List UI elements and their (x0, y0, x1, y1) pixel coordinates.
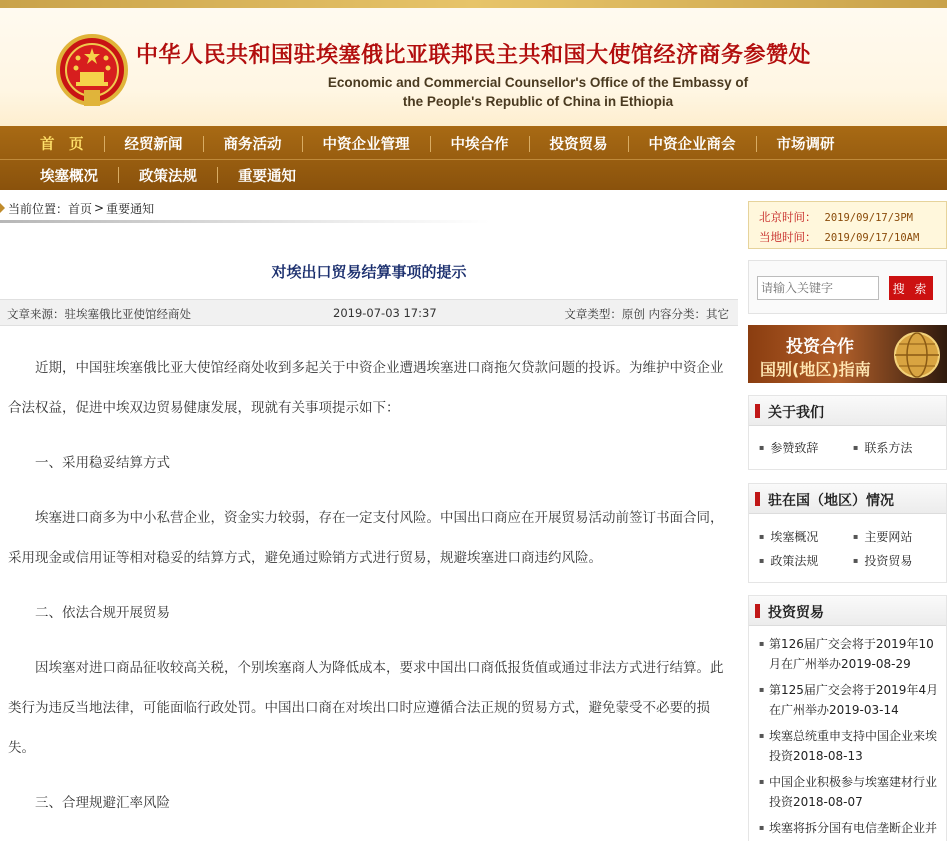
article-title: 对埃出口贸易结算事项的提示 (271, 263, 467, 281)
article-heading: 一、采用稳妥结算方式 (35, 455, 170, 471)
invest-panel (748, 595, 947, 841)
globe-icon (891, 329, 943, 381)
nav-item-investment-trade[interactable]: 投资贸易 (549, 137, 608, 153)
beijing-time-value: 2019/09/17/3PM (824, 212, 914, 224)
link-policy[interactable]: ▪ 政策法规 (759, 552, 818, 569)
country-panel-title: 驻在国（地区）情况 (768, 493, 894, 509)
breadcrumb-arrow-icon (0, 203, 5, 213)
site-title-cn: 中华人民共和国驻埃塞俄比亚联邦民主共和国大使馆经济商务参赞处 (136, 43, 812, 68)
site-title-en-line2: the People's Republic of China in Ethiopia (402, 94, 674, 109)
country-panel-header (749, 484, 946, 514)
panel-marker (755, 604, 760, 618)
list-item[interactable]: ▪ 第126届广交会将于2019年10月在广州举办2019-08-29 (759, 634, 940, 674)
search-box (748, 260, 947, 314)
panel-marker (755, 404, 760, 418)
link-counsellor-message[interactable]: ▪ 参赞致辞 (759, 439, 818, 456)
breadcrumb-current[interactable]: 重要通知 (106, 201, 155, 216)
invest-panel-header (749, 596, 946, 626)
beijing-time-row (759, 209, 913, 225)
article-source: 文章来源：驻埃塞俄比亚使馆经商处 (7, 307, 191, 321)
article-date: 2019-07-03 17:37 (333, 306, 437, 320)
beijing-time-label: 北京时间： (759, 210, 817, 224)
nav-item-notices[interactable]: 重要通知 (238, 168, 296, 185)
link-contact[interactable]: ▪ 联系方法 (853, 439, 912, 456)
site-title-en (298, 73, 778, 111)
list-item[interactable]: ▪ 埃塞总统重申支持中国企业来埃投资2018-08-13 (759, 726, 940, 766)
time-box (748, 201, 947, 249)
main-nav (0, 126, 947, 190)
link-ethiopia-overview[interactable]: ▪ 埃塞概况 (759, 528, 818, 545)
banner-line2: 国别(地区)指南 (760, 360, 871, 379)
local-time-row (759, 229, 919, 245)
nav-row-2 (0, 159, 947, 190)
article-body (8, 348, 730, 838)
country-panel (748, 483, 947, 583)
nav-item-cooperation[interactable]: 中埃合作 (450, 137, 509, 153)
article-meta-bar (0, 299, 738, 326)
article-type: 文章类型：原创 内容分类：其它 (564, 307, 729, 321)
panel-marker (755, 492, 760, 506)
nav-item-market-research[interactable]: 市场调研 (776, 137, 835, 153)
list-item[interactable]: ▪ 埃塞将拆分国有电信垄断企业并 (759, 818, 940, 838)
breadcrumb-underline (0, 220, 490, 223)
nav-item-policy[interactable]: 政策法规 (139, 168, 197, 185)
search-button[interactable]: 搜 索 (889, 276, 933, 300)
nav-item-enterprise-management[interactable]: 中资企业管理 (322, 137, 410, 153)
site-header (0, 8, 947, 126)
search-input[interactable] (757, 276, 879, 300)
link-main-websites[interactable]: ▪ 主要网站 (853, 528, 912, 545)
invest-news-list (749, 626, 946, 838)
list-item[interactable]: ▪ 第125届广交会将于2019年4月在广州举办2019-03-14 (759, 680, 940, 720)
investment-guide-banner[interactable] (748, 325, 947, 383)
breadcrumb-label: 当前位置： (8, 201, 69, 216)
breadcrumb-separator-icon: > (94, 201, 105, 215)
national-emblem-icon (54, 30, 130, 112)
about-panel-title: 关于我们 (768, 405, 824, 421)
article-heading: 三、合理规避汇率风险 (35, 795, 170, 811)
nav-item-business-activities[interactable]: 商务活动 (223, 137, 282, 153)
nav-item-trade-news[interactable]: 经贸新闻 (124, 137, 183, 153)
about-panel (748, 395, 947, 470)
top-decor-strip (0, 0, 947, 8)
banner-line1: 投资合作 (786, 337, 854, 357)
local-time-label: 当地时间： (759, 230, 817, 244)
invest-panel-title: 投资贸易 (768, 605, 824, 621)
nav-row-1 (0, 128, 947, 159)
article-paragraph: 埃塞进口商多为中小私营企业，资金实力较弱，存在一定支付风险。中国出口商应在开展贸易活动前签订书面合同，采用现金或信用证等相对稳妥的结算方式，避免通过赊销方式进行贸易，规避埃塞进口商违约风险。 (8, 510, 724, 566)
about-panel-header (749, 396, 946, 426)
nav-item-ethiopia-overview[interactable]: 埃塞概况 (40, 168, 98, 185)
link-investment-trade[interactable]: ▪ 投资贸易 (853, 552, 912, 569)
local-time-value: 2019/09/17/10AM (824, 232, 920, 244)
breadcrumb (0, 198, 154, 218)
list-item[interactable]: ▪ 中国企业积极参与埃塞建材行业投资2018-08-07 (759, 772, 940, 812)
article-paragraph: 近期，中国驻埃塞俄比亚大使馆经商处收到多起关于中资企业遭遇埃塞进口商拖欠贷款问题的投诉。为维护中资企业合法权益，促进中埃双边贸易健康发展，现就有关事项提示如下： (8, 360, 724, 416)
nav-item-chamber[interactable]: 中资企业商会 (648, 137, 736, 153)
breadcrumb-home-link[interactable]: 首页 (68, 201, 93, 216)
article-heading: 二、依法合规开展贸易 (35, 605, 170, 621)
site-title-en-line1: Economic and Commercial Counsellor's Office of the Embassy of (327, 75, 749, 90)
nav-item-home[interactable]: 首 页 (40, 137, 84, 153)
article-paragraph: 因埃塞对进口商品征收较高关税，个别埃塞商人为降低成本，要求中国出口商低报货值或通过非法方式进行结算。此类行为违反当地法律，可能面临行政处罚。中国出口商在对埃出口时应遵循合法正规的贸易方式，避免蒙受不必要的损失。 (8, 660, 724, 756)
